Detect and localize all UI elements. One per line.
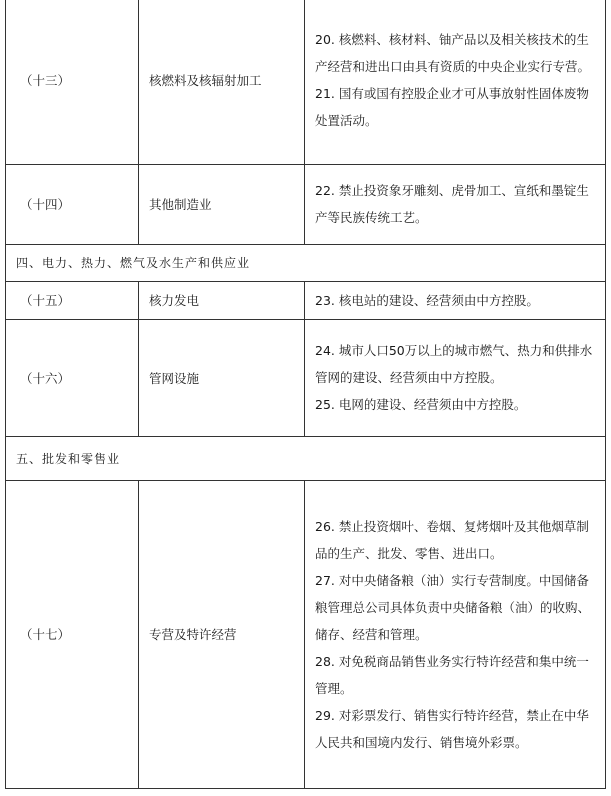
item-text: 20. 核燃料、核材料、铀产品以及相关核技术的生产经营和进出口由具有资质的中央企业实行专营。	[315, 31, 591, 74]
item-text: 26. 禁止投资烟叶、卷烟、复烤烟叶及其他烟草制品的生产、批发、零售、进出口。	[315, 518, 589, 561]
item-text: 24. 城市人口50万以上的城市燃气、热力和供排水管网的建设、经营须由中方控股。	[315, 343, 593, 385]
section-row-4	[6, 244, 606, 281]
item-text: 21. 国有或国有控股企业才可从事放射性固体废物处置活动。	[315, 85, 589, 128]
row-items	[305, 164, 606, 244]
row-items	[305, 281, 606, 319]
row-category: 专营及特许经营	[139, 480, 305, 788]
regulation-table	[5, 0, 606, 789]
item-text: 22. 禁止投资象牙雕刻、虎骨加工、宣纸和墨锭生产等民族传统工艺。	[315, 183, 589, 225]
row-index: （十五）	[6, 281, 139, 319]
table-row-13	[6, 0, 606, 164]
row-index: （十六）	[6, 319, 139, 436]
row-index: （十七）	[6, 480, 139, 788]
row-category: 管网设施	[139, 319, 305, 436]
row-index: （十三）	[6, 0, 139, 164]
table-row-14	[6, 164, 606, 244]
row-category: 其他制造业	[139, 164, 305, 244]
row-category: 核力发电	[139, 281, 305, 319]
table-row-17	[6, 480, 606, 788]
table-row-15	[6, 281, 606, 319]
section-title: 四、电力、热力、燃气及水生产和供应业	[6, 244, 606, 281]
item-text: 29. 对彩票发行、销售实行特许经营，禁止在中华人民共和国境内发行、销售境外彩票。	[315, 707, 589, 750]
table-row-16	[6, 319, 606, 436]
row-index: （十四）	[6, 164, 139, 244]
row-items	[305, 0, 606, 164]
item-text: 27. 对中央储备粮（油）实行专营制度。中国储备粮管理总公司具体负责中央储备粮（油）的收购、储存、经营和管理。	[315, 572, 591, 642]
row-category: 核燃料及核辐射加工	[139, 0, 305, 164]
row-items	[305, 319, 606, 436]
section-title: 五、批发和零售业	[6, 436, 606, 480]
item-text: 28. 对免税商品销售业务实行特许经营和集中统一管理。	[315, 653, 589, 696]
item-text: 23. 核电站的建设、经营须由中方控股。	[315, 292, 539, 308]
item-text: 25. 电网的建设、经营须由中方控股。	[315, 397, 527, 412]
section-row-5	[6, 436, 606, 480]
row-items	[305, 480, 606, 788]
